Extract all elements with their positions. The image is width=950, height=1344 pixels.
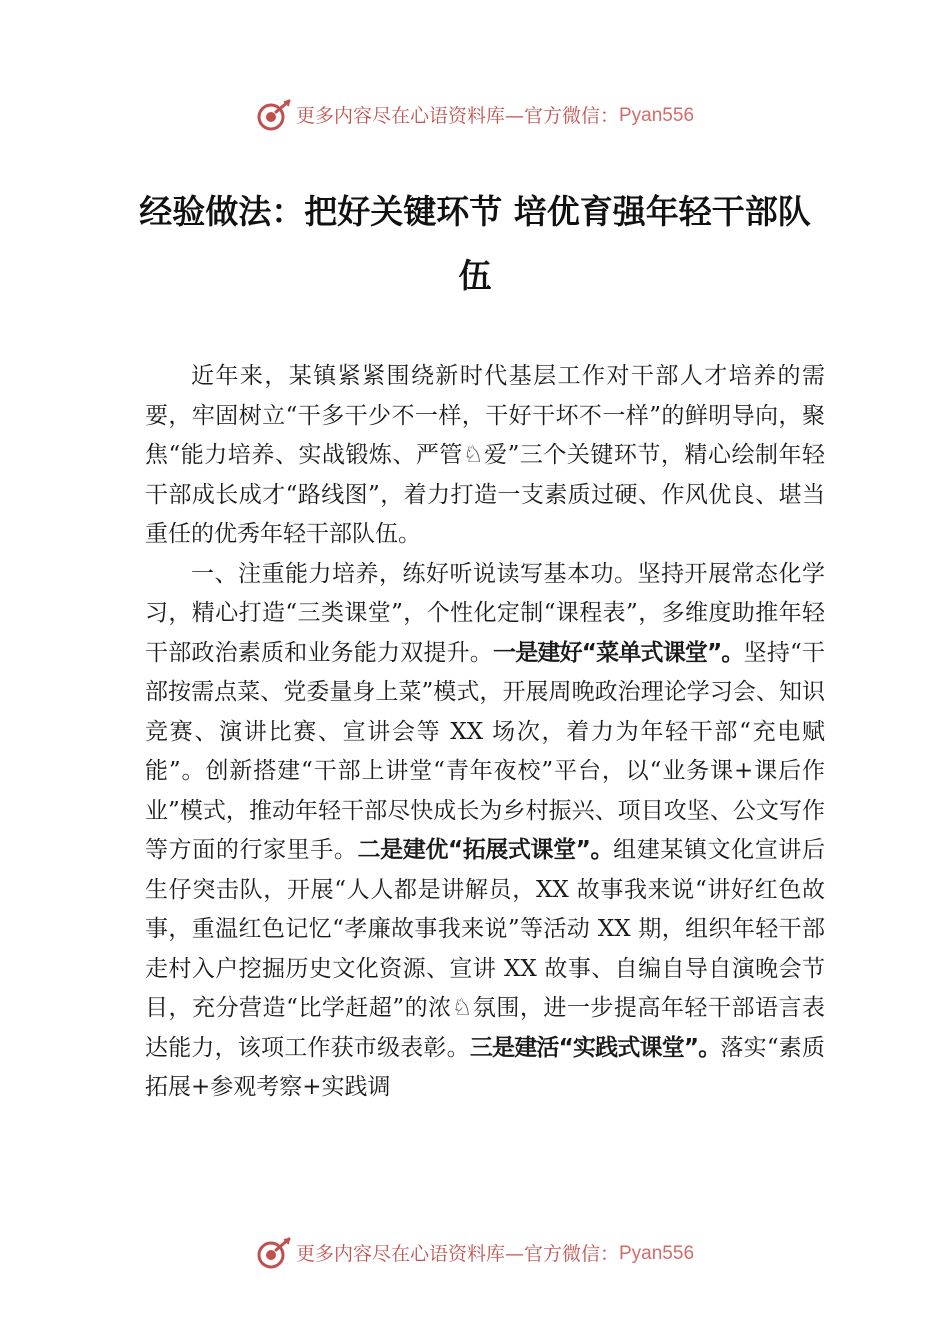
paragraph-text: 落实“素质拓展+参观考察+实践调: [145, 1034, 826, 1100]
emphasis-heading: 三是建活“实践式课堂”。: [469, 1034, 721, 1061]
brush-logo-icon: [256, 98, 292, 134]
watermark-handle: Pyan556: [619, 105, 695, 126]
document-body: [145, 357, 825, 1108]
watermark-text: 更多内容尽在心语资料库—官方微信：: [295, 1243, 619, 1265]
emphasis-heading: 二是建优“拓展式课堂”。: [357, 837, 614, 863]
brush-logo-icon: [256, 1236, 292, 1272]
paragraph-text: 坚持“干部按需点菜、党委量身上菜”模式，开展周晚政治理论学习会、知识竞赛、演讲比赛、宣讲会等 XX 场次，着力为年轻干部“充电赋能”。创新搭建“干部上讲堂“青年夜校”平台，以“业务课+课后作业”模式，推动年轻干部尽快成长为乡村振兴、项目攻坚、公文写作等方面的行家里手。: [145, 639, 825, 863]
watermark-text: 更多内容尽在心语资料库—官方微信：: [295, 105, 619, 127]
paragraph-intro: 近年来，某镇紧紧围绕新时代基层工作对干部人才培养的需要，牢固树立“干多干少不一样，干好干坏不一样”的鲜明导向，聚焦“能力培养、实战锻炼、严管♘爱”三个关键环节，精心绘制年轻干部成长成才“路线图”，着力打造一支素质过硬、作风优良、堪当重任的优秀年轻干部队伍。: [145, 363, 825, 547]
watermark-footer: [0, 1233, 950, 1273]
watermark-header: [0, 95, 950, 135]
emphasis-heading: 一是建好“菜单式课堂”。: [493, 639, 744, 666]
paragraph-section-one: [145, 555, 825, 1108]
paragraph-text: 组建某镇文化宣讲后生仔突击队，开展“人人都是讲解员，XX 故事我来说“讲好红色故事，重温红色记忆“孝廉故事我来说”等活动 XX 期，组织年轻干部走村入户挖掘历史文化资源、宣讲 XX 故事、自编自导自演晚会节目，充分营造“比学赶超”的浓♘氛围，进一步提高年轻干部语言表达能力，该项工作获市级表彰。: [145, 837, 826, 1061]
paragraph-text: 一、注重能力培养，练好听说读写基本功。坚持开展常态化学习，精心打造“三类课堂”，个性化定制“课程表”，多维度助推年轻干部政治素质和业务能力双提升。: [145, 560, 825, 666]
watermark-handle: Pyan556: [619, 1243, 695, 1264]
document-title: 经验做法：把好关键环节 培优育强年轻干部队伍: [139, 192, 811, 295]
